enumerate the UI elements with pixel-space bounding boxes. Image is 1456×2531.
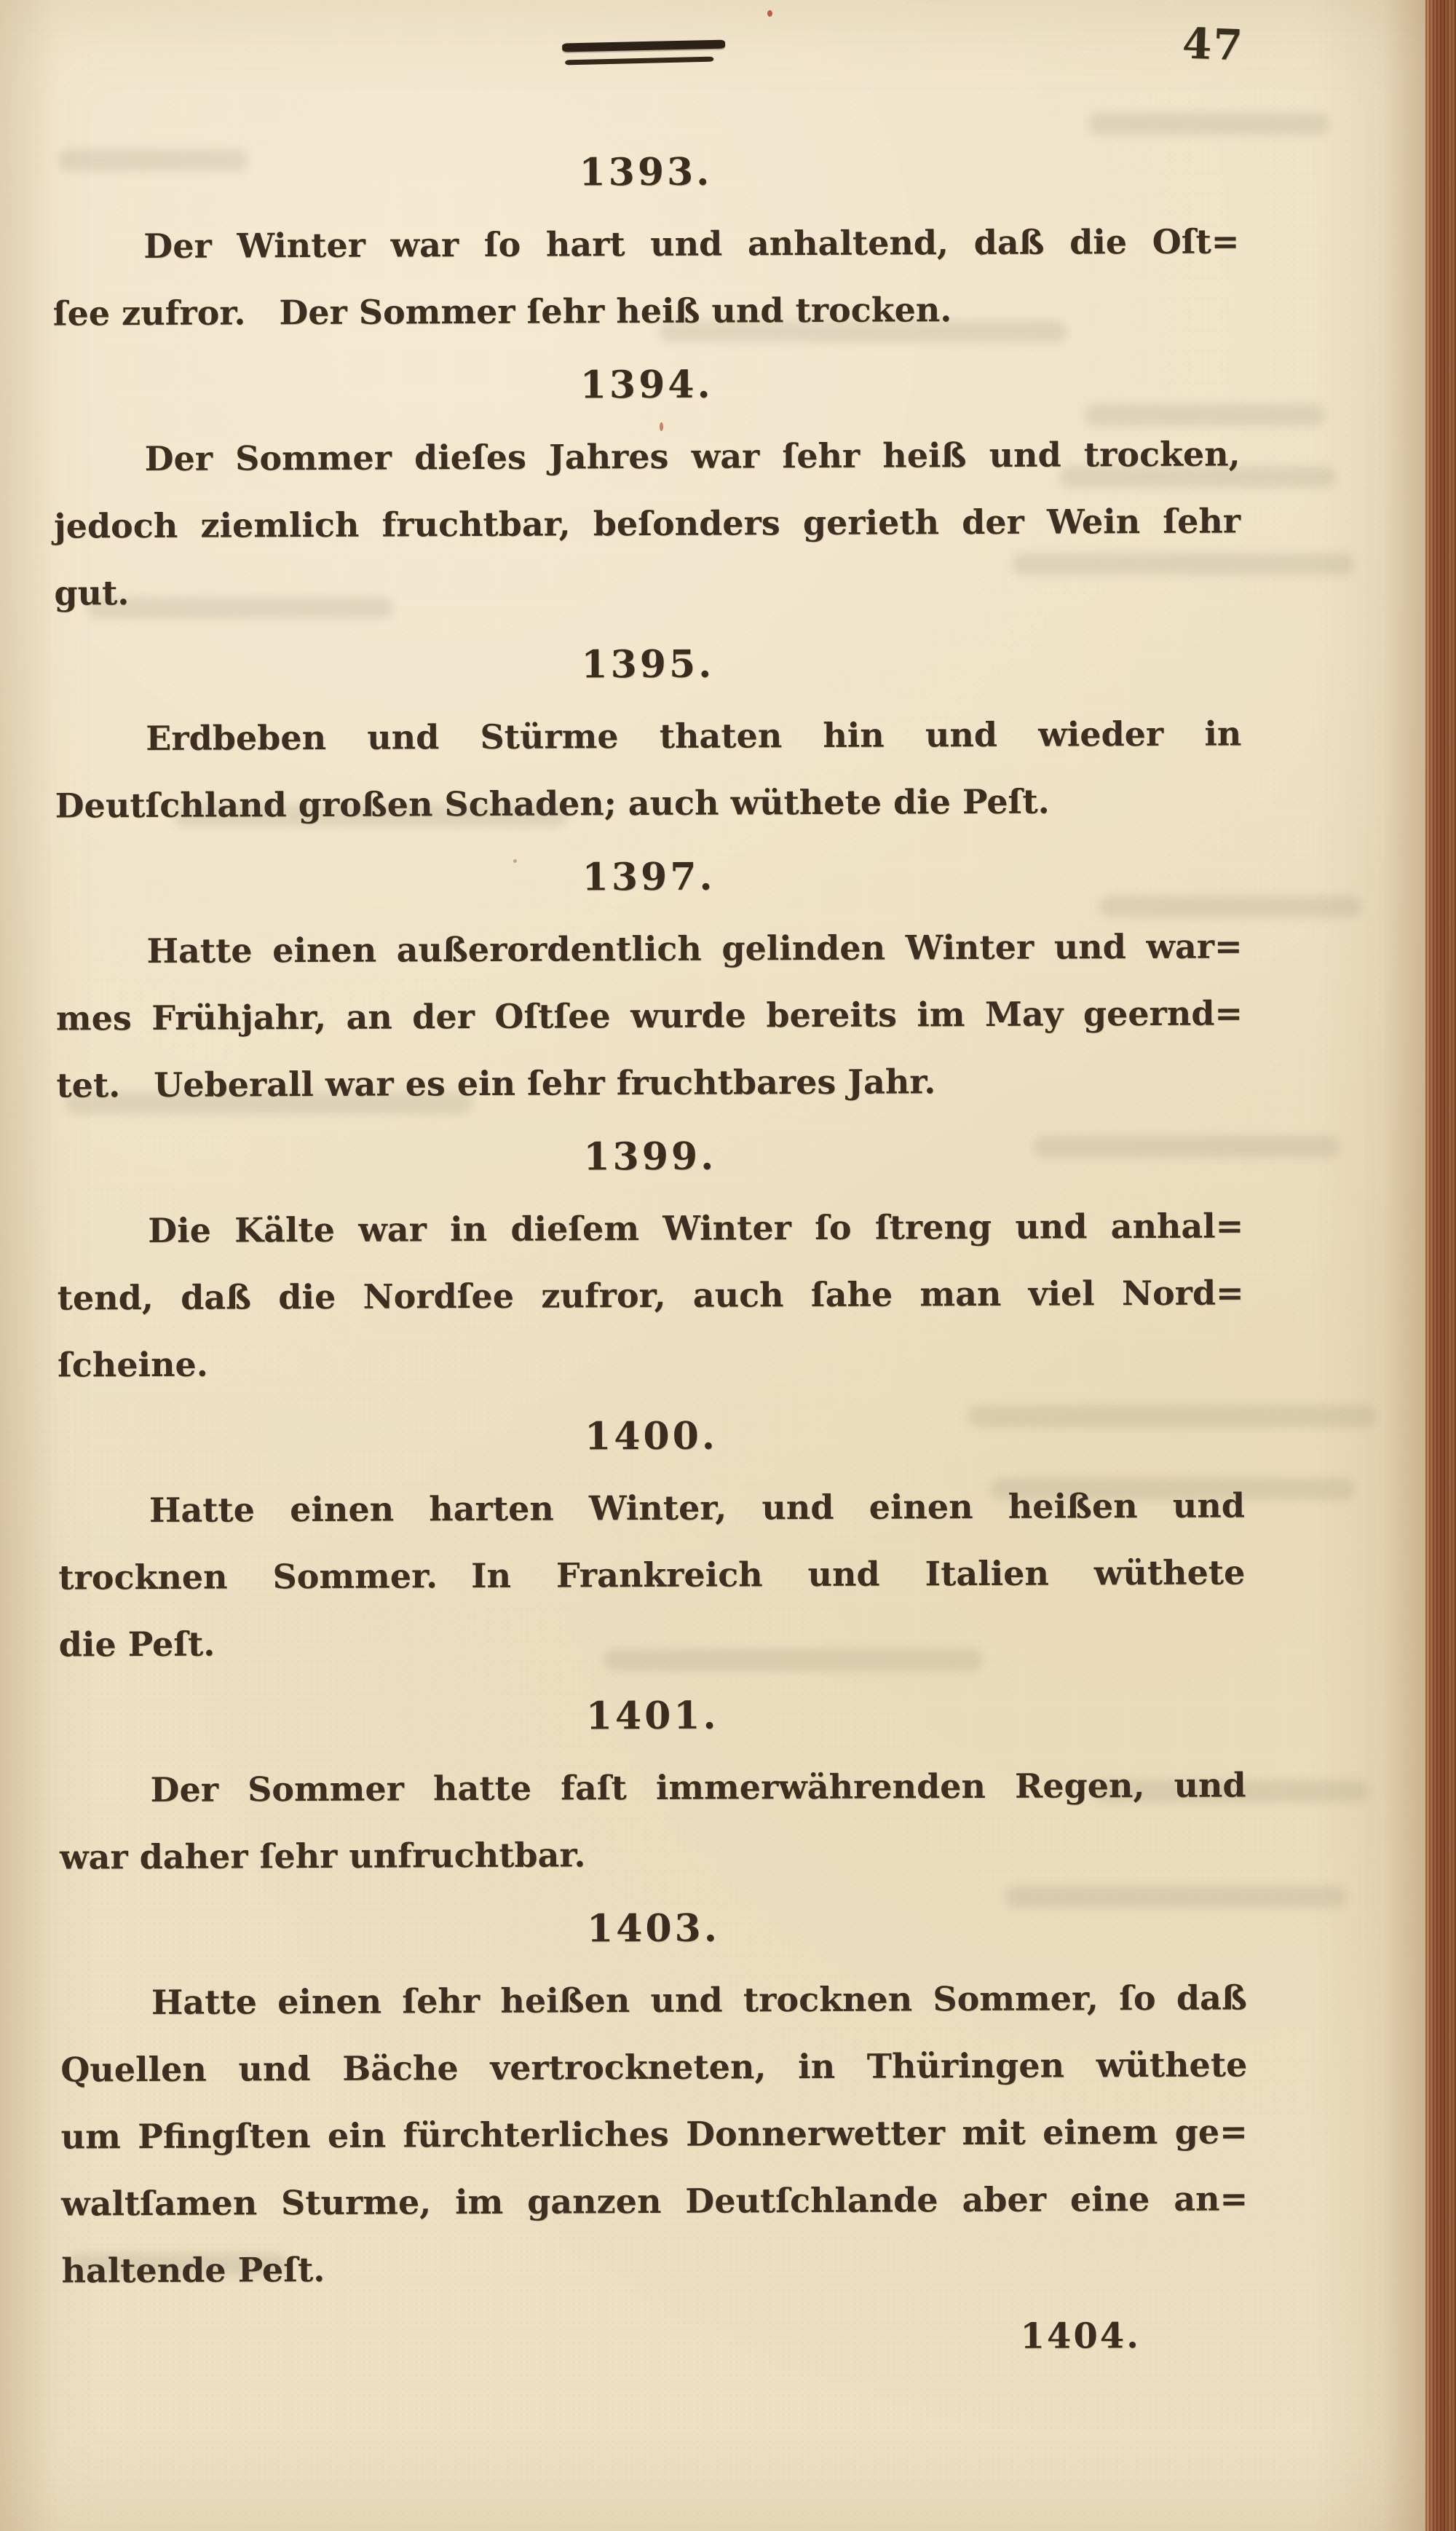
year-heading: 1395.: [581, 641, 715, 687]
page-number: 47: [1181, 18, 1245, 71]
text-line: ſcheine.: [57, 1344, 208, 1385]
text-line: Der Winter war ſo hart und anhaltend, daß die Oſt=: [143, 221, 1240, 266]
year-entry: [55, 628, 1242, 839]
text-line: Hatte einen außerordentlich gelinden Winter und war=: [146, 926, 1243, 971]
entry-paragraph: [55, 700, 1242, 839]
text-line: Deutſchland großen Schaden; auch wüthete die Peſt.: [55, 781, 1050, 826]
year-entry: [52, 136, 1240, 347]
text-line: um Pfingſten ein fürchterliches Donnerwetter mit einem ge=: [60, 2112, 1248, 2157]
year-entry: [59, 1680, 1246, 1890]
text-line: jedoch ziemlich fruchtbar, beſonders gerieth der Wein ſehr gut.: [53, 501, 1241, 613]
year-heading: 1403.: [586, 1906, 721, 1951]
year-entry: [57, 1121, 1245, 1398]
text-line: die Peſt.: [58, 1624, 215, 1665]
year-entry: [60, 1892, 1248, 2304]
year-heading: 1397.: [582, 854, 716, 900]
entry-paragraph: [55, 912, 1243, 1118]
year-heading: 1393.: [579, 149, 713, 195]
text-line: ſee zufror. Der Sommer ſehr heiß und trocken.: [52, 290, 952, 333]
text-line: Der Sommer dieſes Jahres war ſehr heiß und trocken,: [144, 434, 1241, 479]
text-line: Quellen und Bäche vertrockneten, in Thüringen wüthete: [60, 2045, 1248, 2090]
text-line: Hatte einen ſehr heißen und trocknen Sommer, ſo daß: [151, 1978, 1247, 2022]
text-line: Der Sommer hatte faſt immerwährenden Regen, und: [150, 1765, 1246, 1810]
year-entry: [58, 1400, 1246, 1678]
entry-paragraph: [59, 1751, 1246, 1890]
year-heading: 1394.: [579, 362, 713, 408]
text-line: tend, daß die Nordſee zufror, auch ſahe man viel Nord=: [57, 1273, 1244, 1318]
page-content: [52, 0, 1249, 2374]
book-fore-edge: [1425, 0, 1456, 2531]
text-line: haltende Peſt.: [61, 2249, 325, 2291]
year-entry: [53, 349, 1241, 626]
text-line: mes Frühjahr, an der Oſtſee wurde bereits im May geernd=: [55, 993, 1243, 1038]
text-line: Erdbeben und Stürme thaten hin und wieder in: [146, 714, 1242, 759]
year-heading: 1400.: [584, 1413, 719, 1459]
year-heading: 1401.: [585, 1693, 719, 1739]
text-line: tet. Ueberall war es ein ſehr fruchtbares Jahr.: [56, 1062, 936, 1105]
text-line: war daher ſehr unfruchtbar.: [59, 1835, 586, 1877]
catchword: 1404.: [1020, 2315, 1142, 2357]
text-line: trocknen Sommer. In Frankreich und Italien wüthete: [58, 1552, 1246, 1598]
page-edge-shadow: [1383, 0, 1425, 2531]
text-line: Hatte einen harten Winter, und einen heißen und: [149, 1485, 1246, 1531]
text-line: Die Kälte war in dieſem Winter ſo ſtreng und anhal=: [148, 1206, 1244, 1251]
year-entry: [55, 841, 1243, 1118]
entry-paragraph: [60, 1964, 1249, 2304]
entry-paragraph: [57, 1192, 1244, 1398]
entry-paragraph: [53, 420, 1241, 626]
text-line: waltſamen Sturme, im ganzen Deutſchlande aber eine an=: [60, 2179, 1249, 2224]
year-heading: 1399.: [583, 1134, 717, 1180]
entry-paragraph: [52, 208, 1240, 347]
entry-paragraph: [58, 1472, 1246, 1678]
double-rule-ornament-icon: [561, 40, 729, 71]
